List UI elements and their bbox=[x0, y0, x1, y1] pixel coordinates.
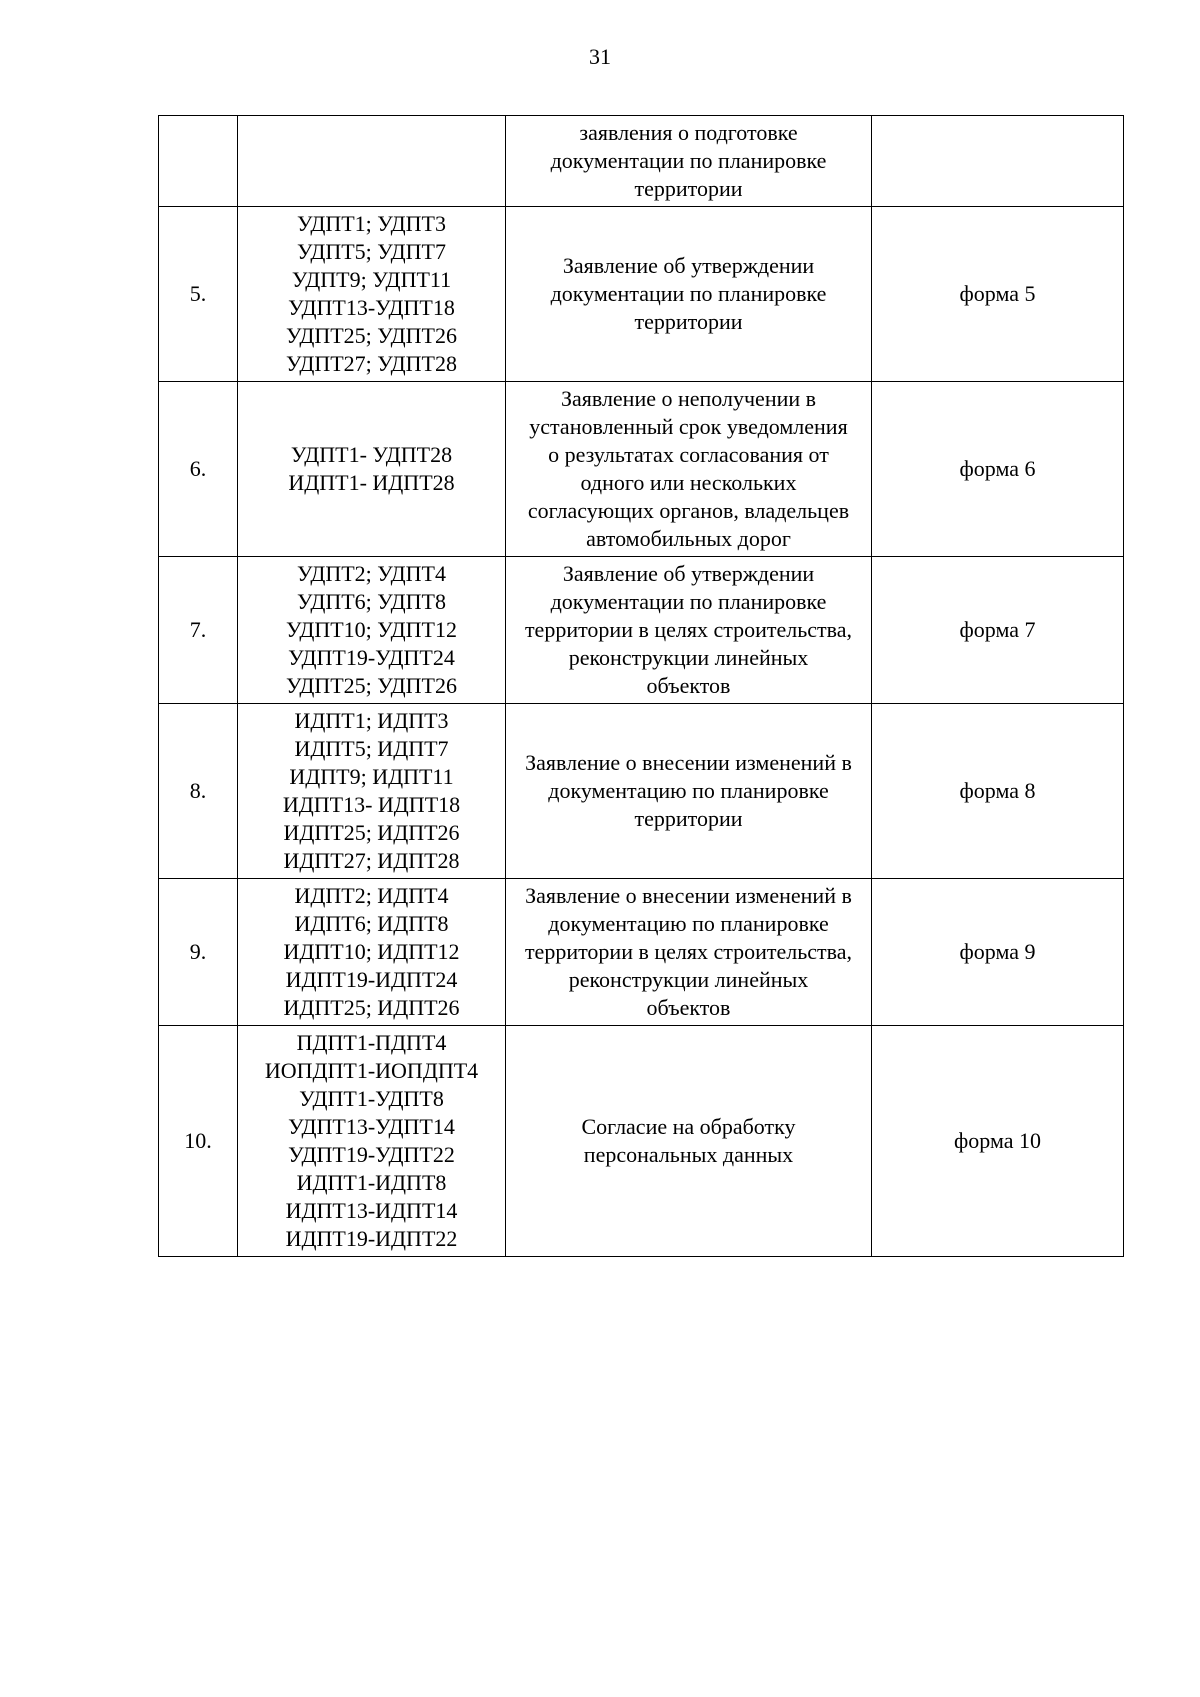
document-code: ИДПТ27; ИДПТ28 bbox=[283, 848, 460, 873]
document-title-line: заявления о подготовке bbox=[579, 120, 798, 145]
document-title-cell bbox=[506, 1026, 872, 1257]
document-code: ИДПТ13-ИДПТ14 bbox=[285, 1198, 458, 1223]
document-code: ИДПТ13- ИДПТ18 bbox=[282, 792, 461, 817]
document-code: ИДПТ25; ИДПТ26 bbox=[283, 820, 460, 845]
document-codes-cell bbox=[238, 879, 506, 1026]
row-number-cell: 10. bbox=[159, 1026, 238, 1257]
document-code: ИДПТ1- ИДПТ28 bbox=[288, 470, 455, 495]
document-title-line: Заявление о неполучении в bbox=[560, 386, 817, 411]
document-title-line: Согласие на обработку bbox=[581, 1114, 796, 1139]
document-title-line: документацию по планировке bbox=[548, 778, 829, 803]
document-code: УДПТ27; УДПТ28 bbox=[286, 351, 457, 376]
document-code: УДПТ13-УДПТ18 bbox=[288, 295, 455, 320]
document-code: ИДПТ1-ИДПТ8 bbox=[296, 1170, 447, 1195]
document-code: УДПТ6; УДПТ8 bbox=[297, 589, 446, 614]
document-code: УДПТ10; УДПТ12 bbox=[286, 617, 457, 642]
document-title-line: документацию по планировке bbox=[548, 911, 829, 936]
document-title-cell bbox=[506, 382, 872, 557]
document-codes-cell bbox=[238, 207, 506, 382]
document-title-cell bbox=[506, 116, 872, 207]
document-title-line: территории в целях строительства, bbox=[524, 939, 853, 964]
document-title-line: объектов bbox=[646, 995, 731, 1020]
document-title-line: согласующих органов, владельцев bbox=[527, 498, 850, 523]
document-title-line: территории bbox=[634, 806, 743, 831]
document-title-line: территории в целях строительства, bbox=[524, 617, 853, 642]
row-number-cell: 6. bbox=[159, 382, 238, 557]
form-reference-cell: форма 9 bbox=[872, 879, 1124, 1026]
document-codes-cell bbox=[238, 382, 506, 557]
document-title-line: объектов bbox=[646, 673, 731, 698]
document-title-line: установленный срок уведомления bbox=[529, 414, 848, 439]
document-title-cell bbox=[506, 704, 872, 879]
document-code: УДПТ25; УДПТ26 bbox=[286, 323, 457, 348]
document-code: УДПТ1- УДПТ28 bbox=[290, 442, 453, 467]
document-code: УДПТ2; УДПТ4 bbox=[297, 561, 446, 586]
document-code: УДПТ19-УДПТ22 bbox=[288, 1142, 455, 1167]
document-title-line: реконструкции линейных bbox=[568, 645, 809, 670]
document-code: УДПТ19-УДПТ24 bbox=[288, 645, 455, 670]
page-number: 31 bbox=[589, 44, 611, 69]
form-reference-cell: форма 8 bbox=[872, 704, 1124, 879]
document-title-line: Заявление о внесении изменений в bbox=[525, 750, 852, 775]
document-code: УДПТ1; УДПТ3 bbox=[297, 211, 446, 236]
document-codes-cell bbox=[238, 116, 506, 207]
forms-table-body bbox=[159, 116, 1124, 1257]
document-code: ПДПТ1-ПДПТ4 bbox=[296, 1030, 447, 1055]
document-title-cell bbox=[506, 879, 872, 1026]
document-title-line: Заявление об утверждении bbox=[562, 253, 815, 278]
row-number-cell: 8. bbox=[159, 704, 238, 879]
document-code: ИДПТ25; ИДПТ26 bbox=[283, 995, 460, 1020]
document-code: ИДПТ6; ИДПТ8 bbox=[294, 911, 449, 936]
document-title-line: о результатах согласования от bbox=[548, 442, 829, 467]
document-code: ИОПДПТ1-ИОПДПТ4 bbox=[264, 1058, 479, 1083]
document-title-line: одного или нескольких bbox=[580, 470, 797, 495]
table-row bbox=[159, 382, 1124, 557]
document-title-line: территории bbox=[634, 176, 743, 201]
form-reference-cell: форма 10 bbox=[872, 1026, 1124, 1257]
row-number-cell: 7. bbox=[159, 557, 238, 704]
document-code: ИДПТ9; ИДПТ11 bbox=[289, 764, 454, 789]
form-reference-cell: форма 6 bbox=[872, 382, 1124, 557]
table-row bbox=[159, 879, 1124, 1026]
table-row bbox=[159, 704, 1124, 879]
table-row bbox=[159, 116, 1124, 207]
document-title-cell bbox=[506, 557, 872, 704]
table-row bbox=[159, 207, 1124, 382]
table-row bbox=[159, 1026, 1124, 1257]
document-code: УДПТ25; УДПТ26 bbox=[286, 673, 457, 698]
document-title-line: Заявление о внесении изменений в bbox=[525, 883, 852, 908]
form-reference-cell: форма 7 bbox=[872, 557, 1124, 704]
document-title-line: Заявление об утверждении bbox=[562, 561, 815, 586]
form-reference-cell bbox=[872, 116, 1124, 207]
document-code: ИДПТ5; ИДПТ7 bbox=[294, 736, 449, 761]
document-title-cell bbox=[506, 207, 872, 382]
document-code: УДПТ13-УДПТ14 bbox=[288, 1114, 455, 1139]
document-title-line: документации по планировке bbox=[550, 281, 827, 306]
forms-table bbox=[158, 115, 1124, 1257]
document-code: УДПТ5; УДПТ7 bbox=[297, 239, 446, 264]
document-title-line: реконструкции линейных bbox=[568, 967, 809, 992]
document-code: ИДПТ1; ИДПТ3 bbox=[294, 708, 449, 733]
document-code: УДПТ9; УДПТ11 bbox=[291, 267, 452, 292]
document-title-line: персональных данных bbox=[583, 1142, 794, 1167]
row-number-cell bbox=[159, 116, 238, 207]
form-reference-cell: форма 5 bbox=[872, 207, 1124, 382]
table-row bbox=[159, 557, 1124, 704]
document-title-line: территории bbox=[634, 309, 743, 334]
document-code: УДПТ1-УДПТ8 bbox=[299, 1086, 444, 1111]
document-code: ИДПТ2; ИДПТ4 bbox=[294, 883, 449, 908]
document-code: ИДПТ10; ИДПТ12 bbox=[283, 939, 460, 964]
document-codes-cell bbox=[238, 704, 506, 879]
document-title-line: автомобильных дорог bbox=[586, 526, 791, 551]
document-codes-cell bbox=[238, 557, 506, 704]
row-number-cell: 5. bbox=[159, 207, 238, 382]
document-title-line: документации по планировке bbox=[550, 589, 827, 614]
document-title-line: документации по планировке bbox=[550, 148, 827, 173]
row-number-cell: 9. bbox=[159, 879, 238, 1026]
document-code: ИДПТ19-ИДПТ24 bbox=[285, 967, 458, 992]
document-codes-cell bbox=[238, 1026, 506, 1257]
document-code: ИДПТ19-ИДПТ22 bbox=[285, 1226, 458, 1251]
